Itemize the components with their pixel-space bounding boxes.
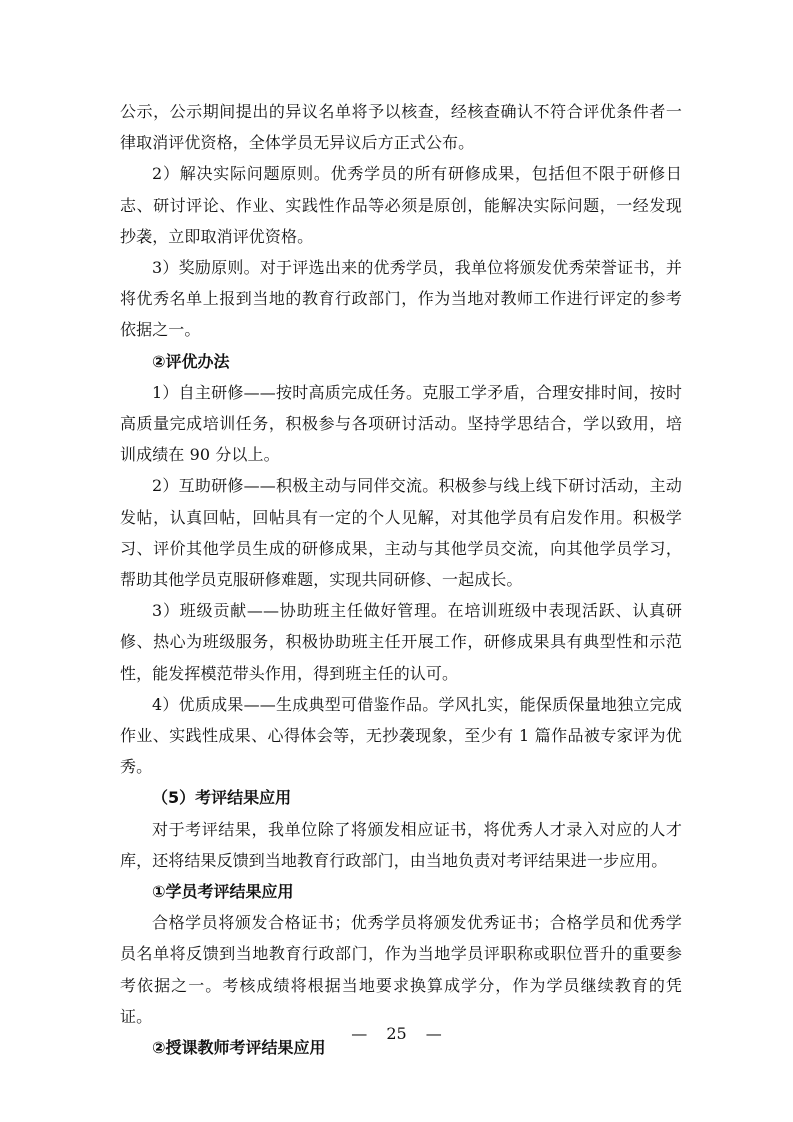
footer-dash-left: — bbox=[351, 1024, 368, 1043]
page-footer bbox=[0, 1024, 793, 1043]
paragraph-student-results: 合格学员将颁发合格证书；优秀学员将颁发优秀证书；合格学员和优秀学员名单将反馈到当地教育行政部门，作为当地学员评职称或职位晋升的重要参考依据之一。考核成绩将根据当地要求换算成学分，作为学员继续教育的凭证。 bbox=[120, 913, 682, 1026]
paragraph-self-study: 1）自主研修——按时高质完成任务。克服工学矛盾，合理安排时间，按时高质量完成培训任务，积极参与各项研讨活动。坚持学思结合，学以致用，培训成绩在 90 分以上。 bbox=[120, 382, 682, 465]
page-number: 25 bbox=[386, 1024, 407, 1043]
page-body bbox=[120, 96, 682, 1063]
paragraph-mutual-study: 2）互助研修——积极主动与同伴交流。积极参与线上线下研讨活动，主动发帖，认真回帖，回帖具有一定的个人见解，对其他学员有启发作用。积极学习、评价其他学员生成的研修成果，主动与其他学员交流，向其他学员学习，帮助其他学员克服研修难题，实现共同研修、一起成长。 bbox=[120, 476, 682, 590]
paragraph-result-application: 对于考评结果，我单位除了将颁发相应证书，将优秀人才录入对应的人才库，还将结果反馈到当地教育行政部门，由当地负责对考评结果进一步应用。 bbox=[120, 819, 682, 870]
paragraph-principle-reward: 3）奖励原则。对于评选出来的优秀学员，我单位将颁发优秀荣誉证书，并将优秀名单上报到当地的教育行政部门，作为当地对教师工作进行评定的参考依据之一。 bbox=[120, 258, 682, 340]
paragraph-principle-practical: 2）解决实际问题原则。优秀学员的所有研修成果，包括但不限于研修日志、研讨评论、作业、实践性作品等必须是原创，能解决实际问题，一经发现抄袭，立即取消评优资格。 bbox=[120, 164, 682, 246]
paragraph-class-contribution: 3）班级贡献——协助班主任做好管理。在培训班级中表现活跃、认真研修、热心为班级服务，积极协助班主任开展工作，研修成果具有典型性和示范性，能发挥模范带头作用，得到班主任的认可。 bbox=[120, 601, 682, 683]
paragraph-publicity: 公示，公示期间提出的异议名单将予以核查，经核查确认不符合评优条件者一律取消评优资格，全体学员无异议后方正式公布。 bbox=[120, 102, 682, 153]
heading-student-results: ①学员考评结果应用 bbox=[152, 882, 294, 902]
paragraph-quality-results: 4）优质成果——生成典型可借鉴作品。学风扎实，能保质保量地独立完成作业、实践性成果、心得体会等，无抄袭现象，至少有 1 篇作品被专家评为优秀。 bbox=[120, 694, 682, 777]
heading-teacher-results: ②授课教师考评结果应用 bbox=[152, 1038, 326, 1058]
heading-evaluation-method: ②评优办法 bbox=[152, 351, 230, 371]
heading-result-application: （5）考评结果应用 bbox=[152, 788, 292, 808]
footer-dash-right: — bbox=[425, 1024, 442, 1043]
